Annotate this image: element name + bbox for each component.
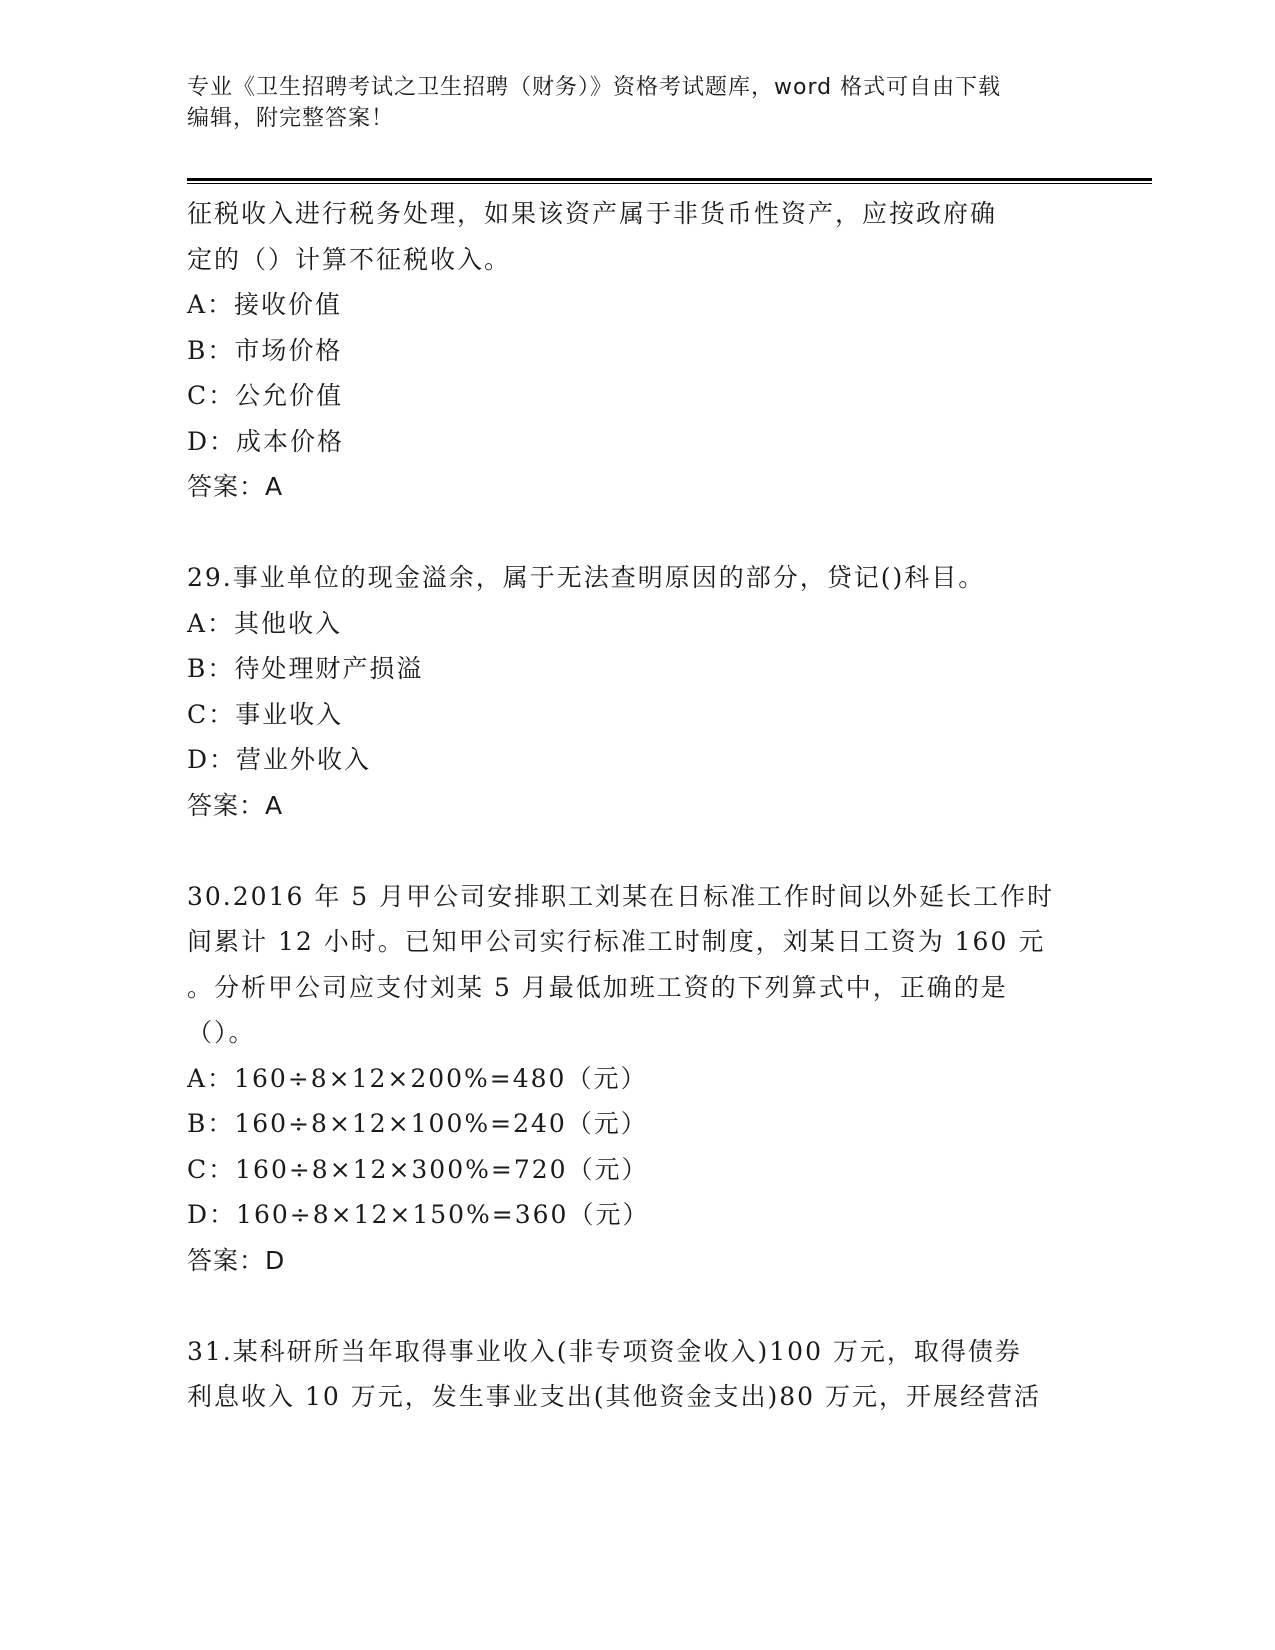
header-divider-thick — [187, 178, 1152, 181]
question-text: 定的（）计算不征税收入。 — [187, 244, 512, 274]
spacer — [187, 828, 1087, 874]
question-text: 31.某科研所当年取得事业收入(非专项资金收入)100 万元，取得债券 — [187, 1336, 1022, 1366]
question-text: 。分析甲公司应支付刘某 5 月最低加班工资的下列算式中，正确的是 — [187, 972, 1008, 1002]
header-line-1: 专业《卫生招聘考试之卫生招聘（财务）》资格考试题库，word 格式可自由下载 — [187, 75, 1002, 100]
document-header — [187, 72, 1087, 134]
option-c: C：160÷8×12×300%=720（元） — [187, 1154, 649, 1184]
question-text: 征税收入进行税务处理，如果该资产属于非货币性资产，应按政府确 — [187, 199, 998, 228]
header-divider-thin — [187, 183, 1152, 184]
question-31 — [187, 1329, 1087, 1420]
option-b: B：待处理财产损溢 — [187, 654, 424, 683]
option-c: C：事业收入 — [187, 699, 344, 729]
option-c: C：公允价值 — [187, 381, 344, 410]
option-a: A：其他收入 — [187, 608, 343, 638]
option-d: D：160÷8×12×150%=360（元） — [187, 1200, 650, 1229]
answer: 答案：D — [187, 1245, 286, 1275]
question-text: 间累计 12 小时。已知甲公司实行标准工时制度，刘某日工资为 160 元 — [187, 927, 1046, 956]
option-b: B：市场价格 — [187, 335, 343, 365]
question-text: （）。 — [187, 1018, 256, 1047]
option-b: B：160÷8×12×100%=240（元） — [187, 1109, 648, 1138]
question-30 — [187, 874, 1087, 1284]
question-29 — [187, 555, 1087, 828]
option-a: A：160÷8×12×200%=480（元） — [187, 1063, 648, 1093]
answer: 答案：A — [187, 790, 284, 820]
option-a: A：接收价值 — [187, 290, 343, 319]
spacer — [187, 1283, 1087, 1329]
question-28 — [187, 191, 1087, 510]
question-text: 30.2016 年 5 月甲公司安排职工刘某在日标准工作时间以外延长工作时 — [187, 881, 1055, 911]
question-text: 利息收入 10 万元，发生事业支出(其他资金支出)80 万元，开展经营活 — [187, 1382, 1041, 1411]
spacer — [187, 510, 1087, 556]
header-line-2: 编辑，附完整答案！ — [187, 106, 395, 131]
answer: 答案：A — [187, 472, 284, 501]
question-text: 29.事业单位的现金溢余，属于无法查明原因的部分，贷记()科目。 — [187, 563, 986, 592]
option-d: D：成本价格 — [187, 426, 345, 456]
question-content — [187, 191, 1087, 1420]
option-d: D：营业外收入 — [187, 745, 372, 774]
